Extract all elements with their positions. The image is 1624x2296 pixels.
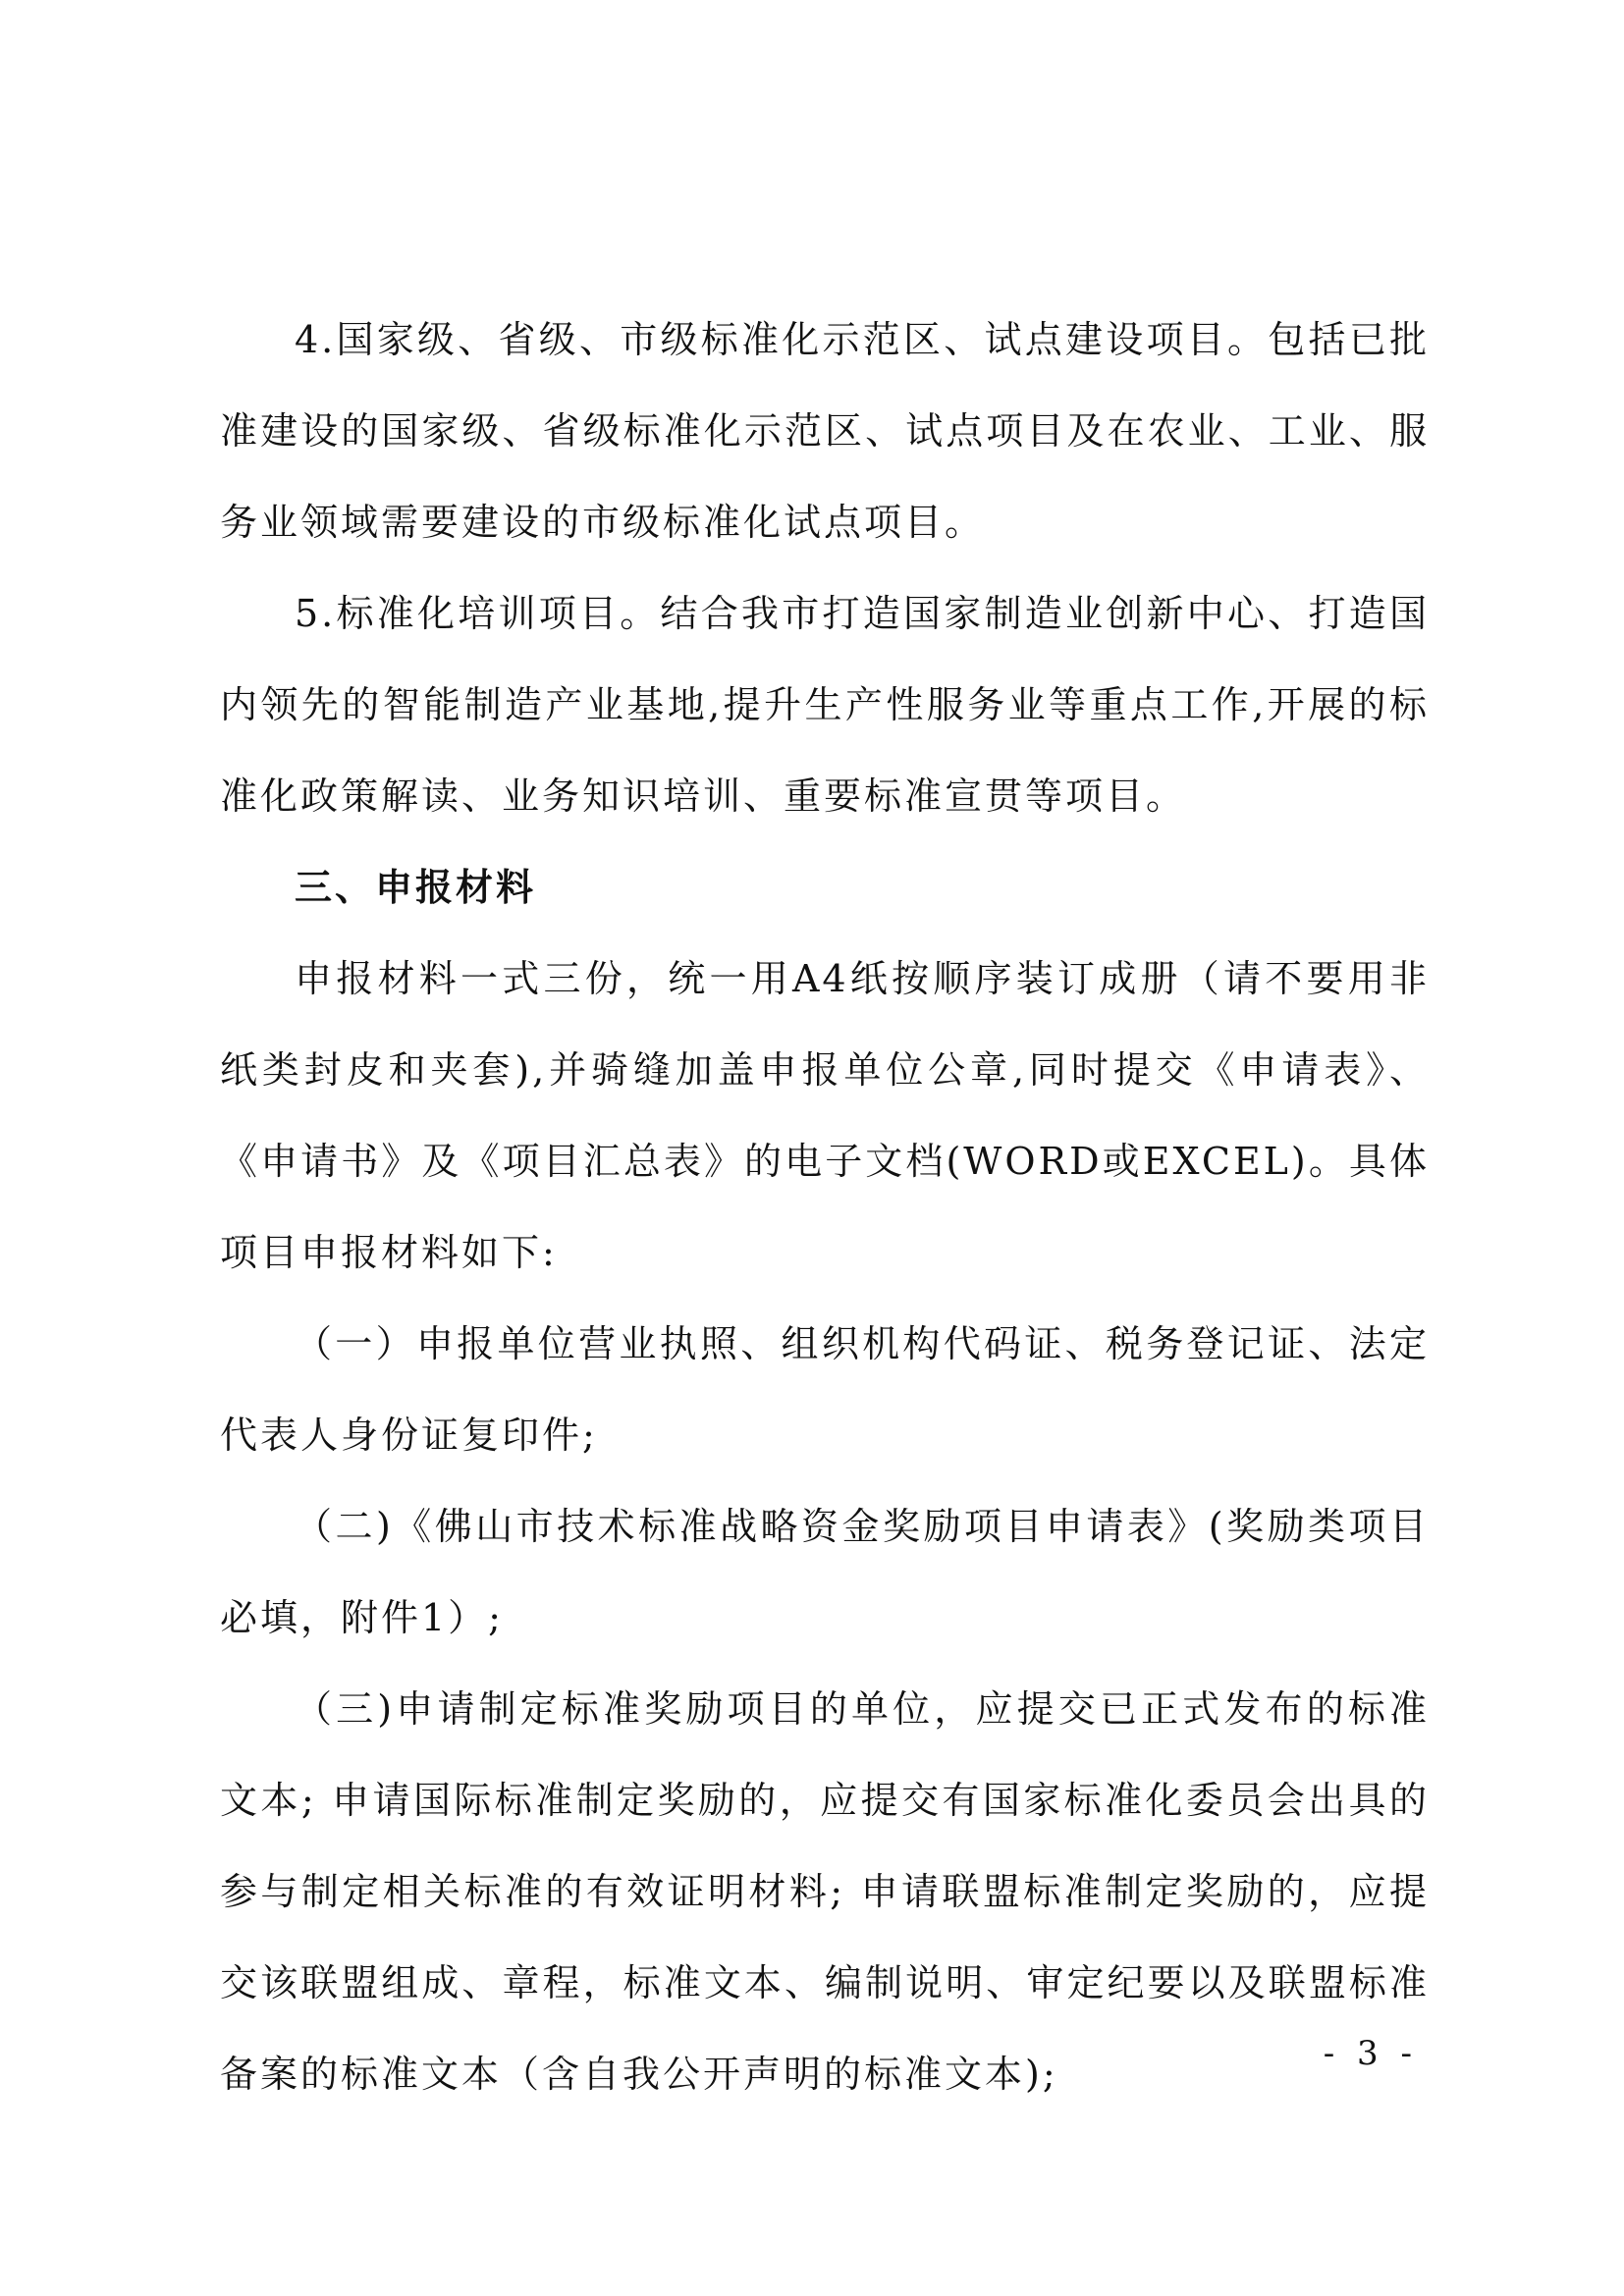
- section-heading: 三、申报材料: [295, 866, 537, 909]
- paragraph-materials-intro: 申报材料一式三份，统一用A4纸按顺序装订成册（请不要用非纸类封皮和夹套),并骑缝加盖申报单位公章,同时提交《申请表》、《申请书》及《项目汇总表》的电子文档(WORD或EXCEL)。具体项目申报材料如下:: [220, 957, 1430, 1274]
- document-body: [220, 294, 1430, 2120]
- paragraph-materials-1: （一）申报单位营业执照、组织机构代码证、税务登记证、法定代表人身份证复印件;: [220, 1322, 1430, 1457]
- paragraph-item-4: 4.国家级、省级、市级标准化示范区、试点建设项目。包括已批准建设的国家级、省级标准化示范区、试点项目及在农业、工业、服务业领域需要建设的市级标准化试点项目。: [220, 318, 1430, 544]
- paragraph-materials-2: （二)《佛山市技术标准战略资金奖励项目申请表》(奖励类项目必填，附件1）;: [220, 1505, 1430, 1639]
- paragraph-item-5: 5.标准化培训项目。结合我市打造国家制造业创新中心、打造国内领先的智能制造产业基地,提升生产性服务业等重点工作,开展的标准化政策解读、业务知识培训、重要标准宣贯等项目。: [220, 592, 1430, 818]
- page-number: - 3 -: [1323, 2034, 1418, 2073]
- paragraph-materials-3: （三)申请制定标准奖励项目的单位，应提交已正式发布的标准文本; 申请国际标准制定奖励的，应提交有国家标准化委员会出具的参与制定相关标准的有效证明材料; 申请联盟标准制定奖励的，应提交该联盟组成、章程，标准文本、编制说明、审定纪要以及联盟标准备案的标准文本（含自我公开声明的标准文本);: [220, 1687, 1430, 2096]
